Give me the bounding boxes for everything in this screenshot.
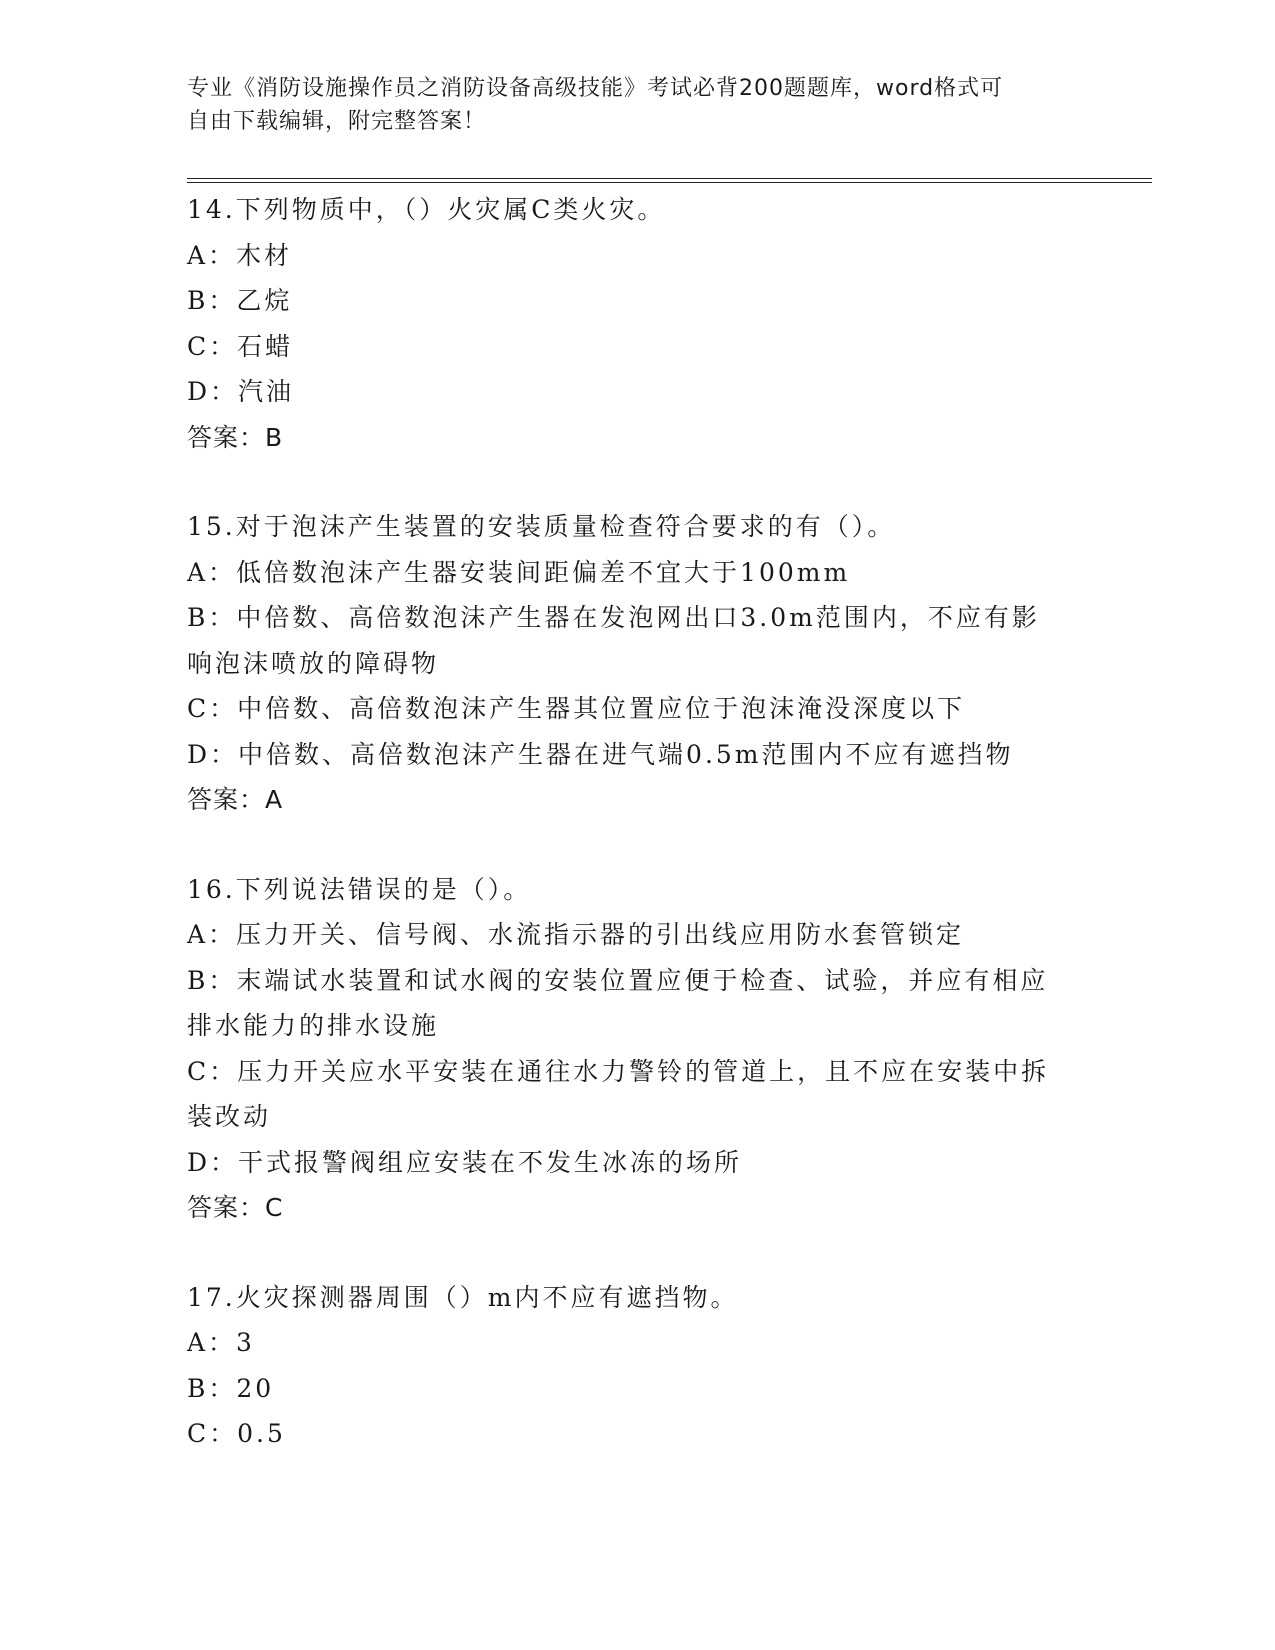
question-stem: 17.火灾探测器周围（）m内不应有遮挡物。 [187, 1282, 739, 1312]
answer-line: 答案：B [187, 422, 284, 452]
option-b: B：末端试水装置和试水阀的安装位置应便于检查、试验，并应有相应 [187, 965, 1049, 995]
option-b-continued: 排水能力的排水设施 [187, 1011, 440, 1040]
header-line-1: 专业《消防设施操作员之消防设备高级技能》考试必背200题题库，word格式可 [187, 76, 1004, 101]
option-b: B：乙烷 [187, 286, 293, 315]
option-d: D：汽油 [187, 377, 295, 406]
option-b: B：中倍数、高倍数泡沫产生器在发泡网出口3.0m范围内，不应有影 [187, 603, 1040, 632]
answer-line: 答案：C [187, 1193, 284, 1222]
question-stem: 16.下列说法错误的是（）。 [187, 874, 532, 904]
option-a: A：压力开关、信号阀、水流指示器的引出线应用防水套管锁定 [187, 920, 965, 949]
option-a: A：低倍数泡沫产生器安装间距偏差不宜大于100mm [187, 557, 851, 587]
question-list [187, 187, 1067, 1501]
option-b-continued: 响泡沫喷放的障碍物 [187, 648, 440, 678]
option-a: A：3 [187, 1328, 255, 1357]
header-divider-thick [187, 178, 1152, 179]
question-stem: 14.下列物质中，（）火灾属C类火灾。 [187, 195, 666, 224]
option-d: D：干式报警阀组应安装在不发生冰冻的场所 [187, 1147, 743, 1177]
answer-line: 答案：A [187, 785, 284, 814]
option-c: C：中倍数、高倍数泡沫产生器其位置应位于泡沫淹没深度以下 [187, 694, 966, 723]
header-divider-thin [187, 182, 1152, 183]
option-a: A：木材 [187, 240, 293, 270]
document-header [187, 72, 1067, 138]
header-line-2: 自由下载编辑，附完整答案！ [187, 109, 487, 134]
option-c: C：0.5 [187, 1419, 286, 1448]
option-c: C：石蜡 [187, 331, 294, 361]
option-c: C：压力开关应水平安装在通往水力警铃的管道上，且不应在安装中拆 [187, 1056, 1050, 1086]
option-d: D：中倍数、高倍数泡沫产生器在进气端0.5m范围内不应有遮挡物 [187, 739, 1014, 769]
question-stem: 15.对于泡沫产生装置的安装质量检查符合要求的有（）。 [187, 512, 896, 541]
question-15 [187, 504, 1067, 823]
question-16 [187, 867, 1067, 1231]
option-b: B：20 [187, 1373, 275, 1403]
question-14 [187, 187, 1067, 460]
option-c-continued: 装改动 [187, 1102, 272, 1131]
question-17 [187, 1275, 1067, 1457]
